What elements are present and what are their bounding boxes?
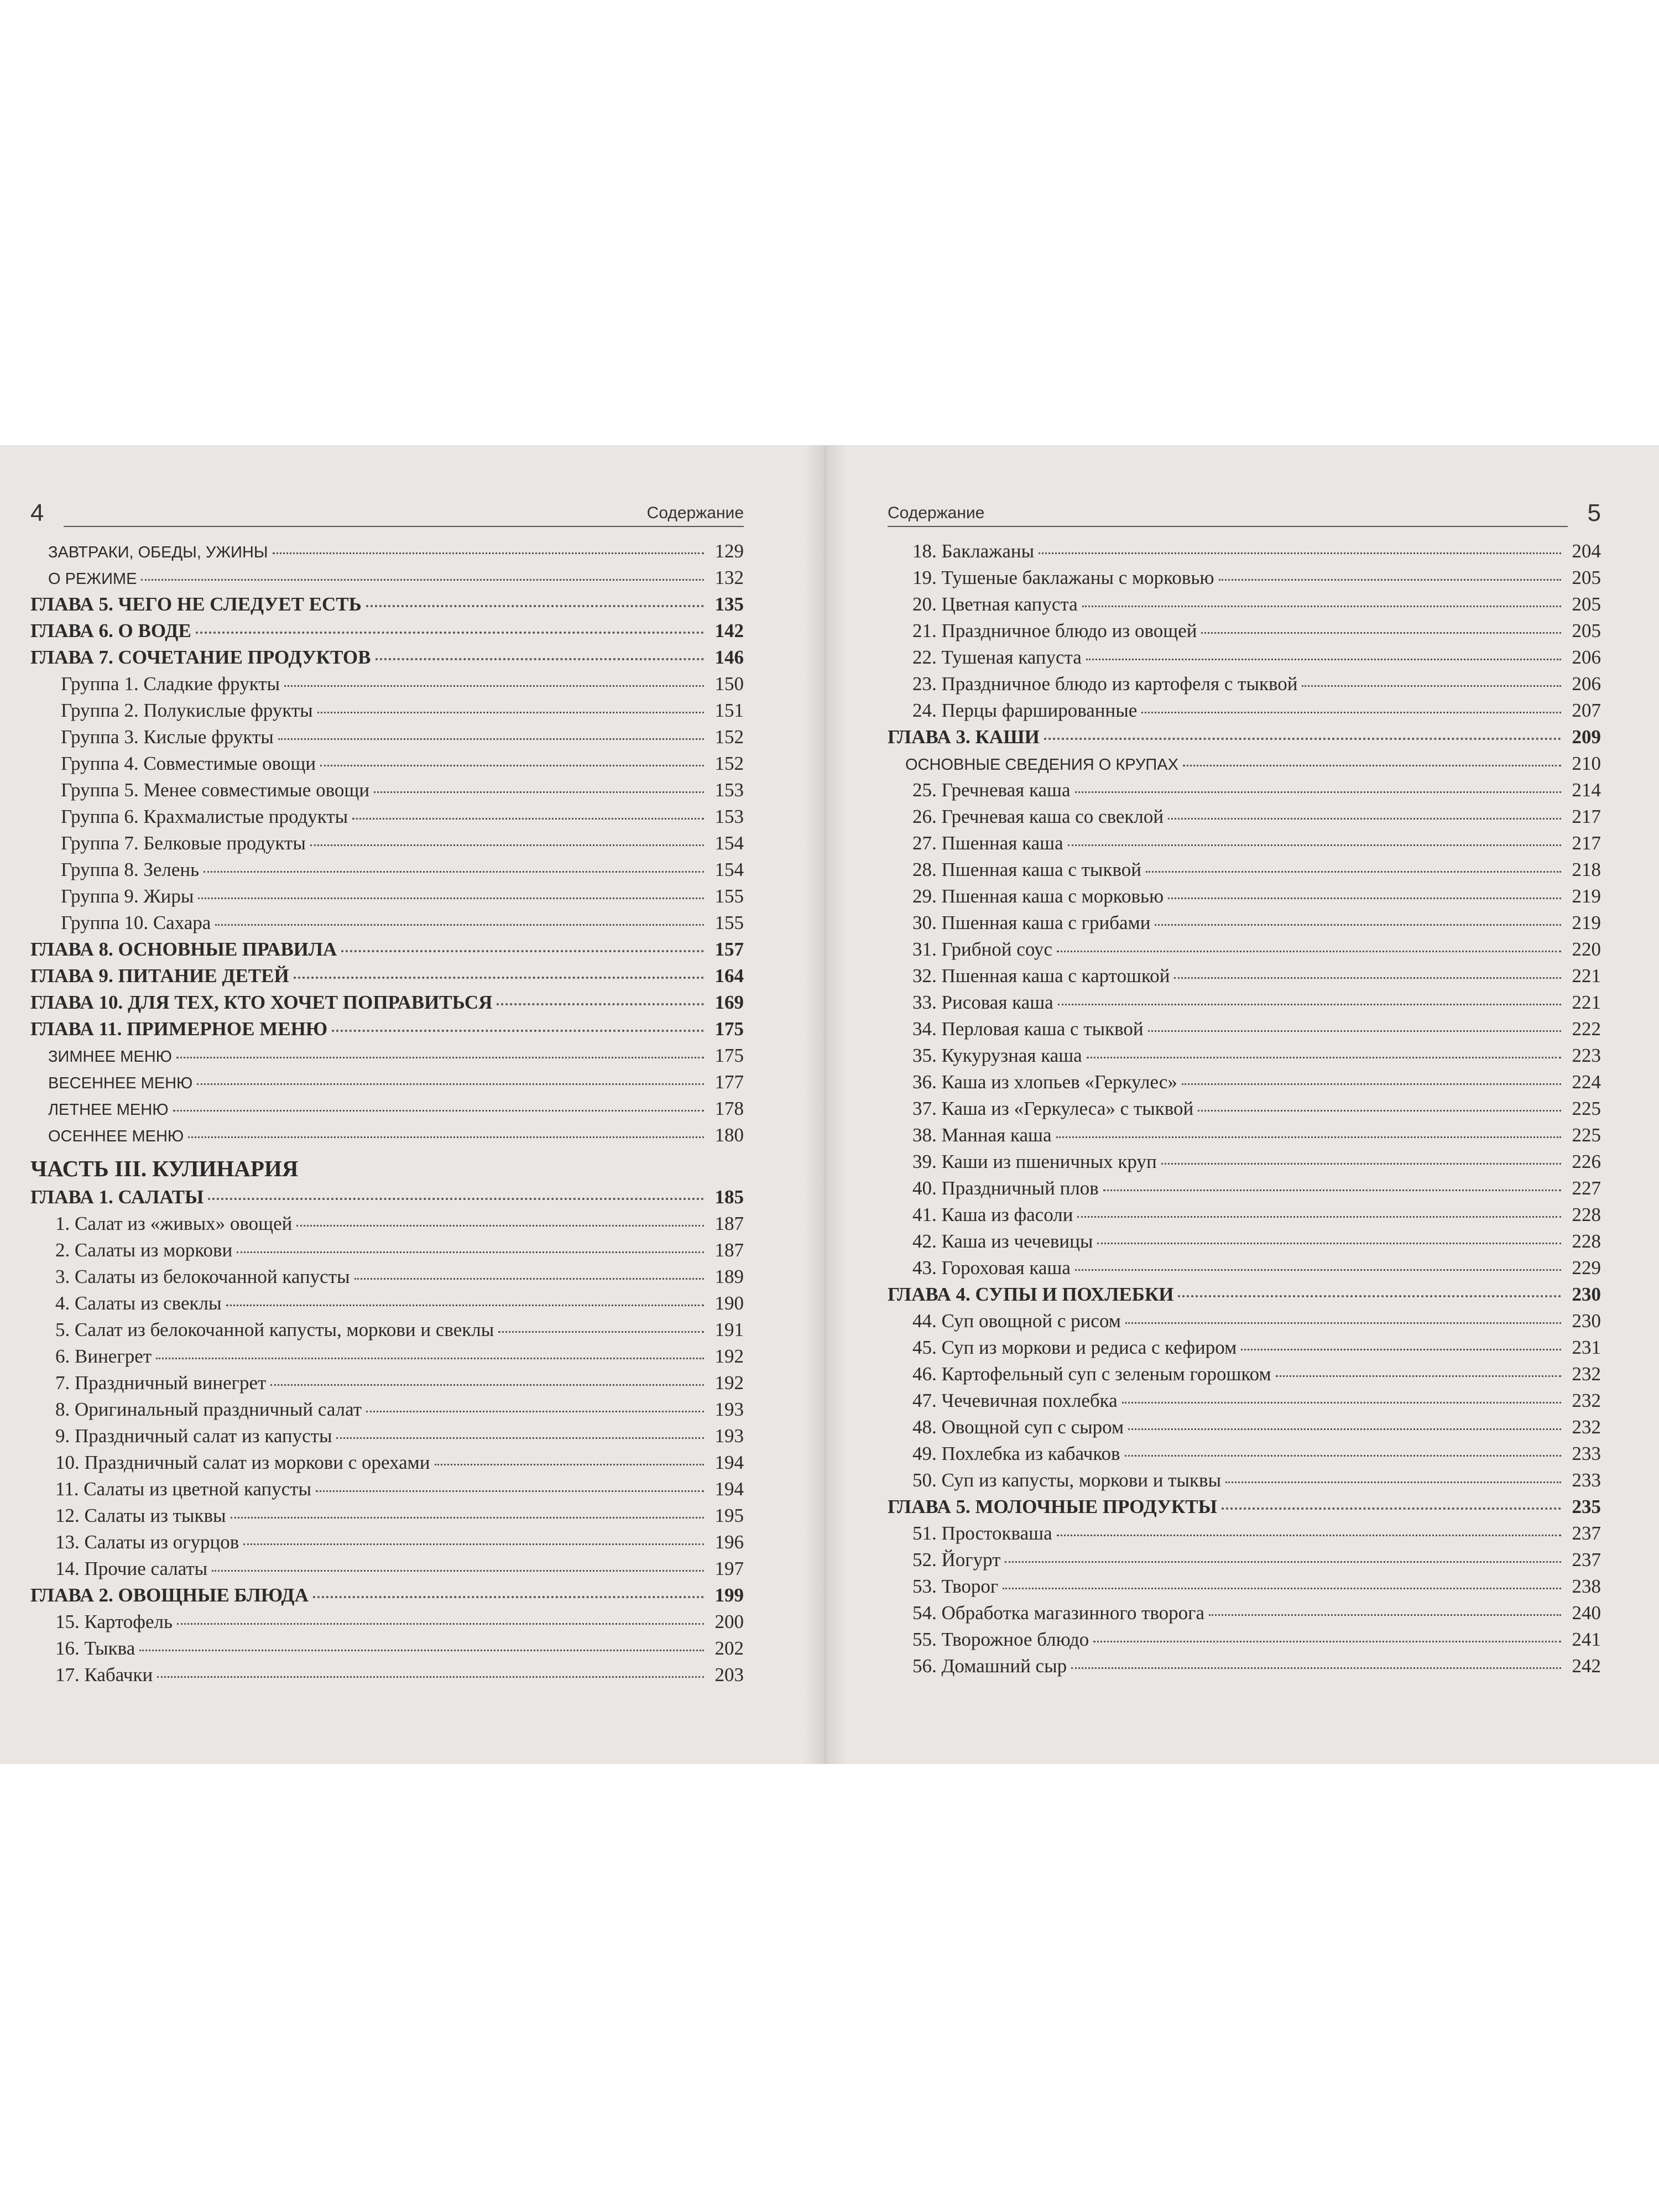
toc-entry: 25. Гречневая каша 214 bbox=[912, 779, 1601, 801]
toc-entry: 2. Салаты из моркови 187 bbox=[55, 1239, 744, 1261]
toc-list bbox=[30, 538, 744, 1688]
toc-entry: 46. Картофельный суп с зеленым горошком 232 bbox=[912, 1363, 1601, 1385]
toc-entry: 20. Цветная капуста 205 bbox=[912, 593, 1601, 615]
toc-entry: 15. Картофель 200 bbox=[55, 1611, 744, 1632]
toc-entry: 34. Перловая каша с тыквой 222 bbox=[912, 1018, 1601, 1040]
toc-entry: 5. Салат из белокочанной капусты, моркови и свеклы 191 bbox=[55, 1319, 744, 1340]
header-rule bbox=[64, 526, 744, 527]
toc-part-heading: ЧАСТЬ III. КУЛИНАРИЯ bbox=[30, 1156, 299, 1181]
toc-entry: 42. Каша из чечевицы 228 bbox=[912, 1230, 1601, 1252]
toc-chapter: ГЛАВА 6. О ВОДЕ 142 bbox=[30, 620, 744, 641]
toc-entry: 53. Творог 238 bbox=[912, 1575, 1601, 1597]
toc-chapter: ГЛАВА 10. ДЛЯ ТЕХ, КТО ХОЧЕТ ПОПРАВИТЬСЯ 169 bbox=[30, 992, 744, 1013]
toc-list bbox=[888, 538, 1601, 1679]
toc-entry: 29. Пшенная каша с морковью 219 bbox=[912, 885, 1601, 907]
running-title: Содержание bbox=[888, 504, 985, 522]
toc-chapter: ГЛАВА 8. ОСНОВНЫЕ ПРАВИЛА 157 bbox=[30, 938, 744, 960]
toc-chapter: ГЛАВА 5. ЧЕГО НЕ СЛЕДУЕТ ЕСТЬ 135 bbox=[30, 593, 744, 615]
toc-entry: ЗАВТРАКИ, ОБЕДЫ, УЖИНЫ 129 bbox=[48, 540, 744, 562]
toc-chapter: ГЛАВА 5. МОЛОЧНЫЕ ПРОДУКТЫ 235 bbox=[888, 1496, 1601, 1517]
toc-entry: 8. Оригинальный праздничный салат 193 bbox=[55, 1399, 744, 1420]
book-gutter bbox=[803, 445, 847, 1764]
toc-entry: 18. Баклажаны 204 bbox=[912, 540, 1601, 562]
toc-entry: 33. Рисовая каша 221 bbox=[912, 992, 1601, 1013]
toc-chapter: ГЛАВА 11. ПРИМЕРНОЕ МЕНЮ 175 bbox=[30, 1018, 744, 1040]
page-number: 4 bbox=[30, 499, 44, 526]
toc-entry: 10. Праздничный салат из моркови с орехами 194 bbox=[55, 1452, 744, 1473]
toc-entry: 39. Каши из пшеничных круп 226 bbox=[912, 1151, 1601, 1172]
toc-entry: 50. Суп из капусты, моркови и тыквы 233 bbox=[912, 1469, 1601, 1491]
toc-entry: 28. Пшенная каша с тыквой 218 bbox=[912, 859, 1601, 880]
toc-entry: 24. Перцы фаршированные 207 bbox=[912, 700, 1601, 721]
header-rule bbox=[888, 526, 1568, 527]
toc-entry: 36. Каша из хлопьев «Геркулес» 224 bbox=[912, 1071, 1601, 1093]
toc-entry: Группа 4. Совместимые овощи 152 bbox=[61, 753, 744, 774]
toc-entry: Группа 10. Сахара 155 bbox=[61, 912, 744, 933]
toc-entry: 27. Пшенная каша 217 bbox=[912, 832, 1601, 854]
toc-entry: Группа 7. Белковые продукты 154 bbox=[61, 832, 744, 854]
toc-entry: 4. Салаты из свеклы 190 bbox=[55, 1292, 744, 1314]
toc-entry: 6. Винегрет 192 bbox=[55, 1345, 744, 1367]
toc-entry: 19. Тушеные баклажаны с морковью 205 bbox=[912, 567, 1601, 588]
toc-entry: 9. Праздничный салат из капусты 193 bbox=[55, 1425, 744, 1447]
toc-entry: 1. Салат из «живых» овощей 187 bbox=[55, 1213, 744, 1234]
toc-entry: 44. Суп овощной с рисом 230 bbox=[912, 1310, 1601, 1332]
toc-entry: 41. Каша из фасоли 228 bbox=[912, 1204, 1601, 1225]
toc-entry: ЗИМНЕЕ МЕНЮ 175 bbox=[48, 1045, 744, 1066]
toc-entry: 55. Творожное блюдо 241 bbox=[912, 1629, 1601, 1650]
toc-entry: 38. Манная каша 225 bbox=[912, 1124, 1601, 1146]
toc-entry: 56. Домашний сыр 242 bbox=[912, 1655, 1601, 1677]
toc-chapter: ГЛАВА 4. СУПЫ И ПОХЛЕБКИ 230 bbox=[888, 1284, 1601, 1305]
toc-entry: ОСНОВНЫЕ СВЕДЕНИЯ О КРУПАХ 210 bbox=[905, 753, 1601, 774]
toc-entry: 16. Тыква 202 bbox=[55, 1637, 744, 1659]
toc-entry: 21. Праздничное блюдо из овощей 205 bbox=[912, 620, 1601, 641]
toc-entry: Группа 1. Сладкие фрукты 150 bbox=[61, 673, 744, 695]
toc-entry: 30. Пшенная каша с грибами 219 bbox=[912, 912, 1601, 933]
toc-entry: 54. Обработка магазинного творога 240 bbox=[912, 1602, 1601, 1624]
toc-entry: ОСЕННЕЕ МЕНЮ 180 bbox=[48, 1124, 744, 1146]
toc-entry: 7. Праздничный винегрет 192 bbox=[55, 1372, 744, 1394]
toc-entry: 23. Праздничное блюдо из картофеля с тыквой 206 bbox=[912, 673, 1601, 695]
toc-entry: 32. Пшенная каша с картошкой 221 bbox=[912, 965, 1601, 987]
toc-chapter: ГЛАВА 9. ПИТАНИЕ ДЕТЕЙ 164 bbox=[30, 965, 744, 987]
toc-entry: 26. Гречневая каша со свеклой 217 bbox=[912, 806, 1601, 827]
toc-chapter: ГЛАВА 7. СОЧЕТАНИЕ ПРОДУКТОВ 146 bbox=[30, 646, 744, 668]
toc-entry: 47. Чечевичная похлебка 232 bbox=[912, 1390, 1601, 1411]
toc-entry: 48. Овощной суп с сыром 232 bbox=[912, 1416, 1601, 1438]
toc-entry: Группа 5. Менее совместимые овощи 153 bbox=[61, 779, 744, 801]
toc-entry: 43. Гороховая каша 229 bbox=[912, 1257, 1601, 1279]
toc-entry: 3. Салаты из белокочанной капусты 189 bbox=[55, 1266, 744, 1287]
toc-entry: 12. Салаты из тыквы 195 bbox=[55, 1505, 744, 1526]
toc-entry: ВЕСЕННЕЕ МЕНЮ 177 bbox=[48, 1071, 744, 1093]
toc-entry: 40. Праздничный плов 227 bbox=[912, 1177, 1601, 1199]
toc-entry: 11. Салаты из цветной капусты 194 bbox=[55, 1478, 744, 1500]
toc-entry: 51. Простокваша 237 bbox=[912, 1522, 1601, 1544]
toc-entry: 17. Кабачки 203 bbox=[55, 1664, 744, 1686]
toc-entry: Группа 9. Жиры 155 bbox=[61, 885, 744, 907]
toc-entry: О РЕЖИМЕ 132 bbox=[48, 567, 744, 588]
toc-entry: ЛЕТНЕЕ МЕНЮ 178 bbox=[48, 1098, 744, 1119]
toc-entry: 35. Кукурузная каша 223 bbox=[912, 1045, 1601, 1066]
toc-entry: Группа 2. Полукислые фрукты 151 bbox=[61, 700, 744, 721]
toc-entry: Группа 6. Крахмалистые продукты 153 bbox=[61, 806, 744, 827]
toc-entry: 37. Каша из «Геркулеса» с тыквой 225 bbox=[912, 1098, 1601, 1119]
toc-entry: 14. Прочие салаты 197 bbox=[55, 1558, 744, 1579]
toc-entry: Группа 3. Кислые фрукты 152 bbox=[61, 726, 744, 748]
toc-entry: Группа 8. Зелень 154 bbox=[61, 859, 744, 880]
toc-entry: 49. Похлебка из кабачков 233 bbox=[912, 1443, 1601, 1464]
page-number: 5 bbox=[1587, 499, 1601, 526]
toc-chapter: ГЛАВА 1. САЛАТЫ 185 bbox=[30, 1186, 744, 1208]
toc-entry: 45. Суп из моркови и редиса с кефиром 231 bbox=[912, 1337, 1601, 1358]
toc-entry: 31. Грибной соус 220 bbox=[912, 938, 1601, 960]
toc-entry: 13. Салаты из огурцов 196 bbox=[55, 1531, 744, 1553]
toc-chapter: ГЛАВА 2. ОВОЩНЫЕ БЛЮДА 199 bbox=[30, 1584, 744, 1606]
toc-chapter: ГЛАВА 3. КАШИ 209 bbox=[888, 726, 1601, 748]
toc-entry: 22. Тушеная капуста 206 bbox=[912, 646, 1601, 668]
toc-entry: 52. Йогурт 237 bbox=[912, 1549, 1601, 1571]
running-title: Содержание bbox=[646, 504, 744, 522]
